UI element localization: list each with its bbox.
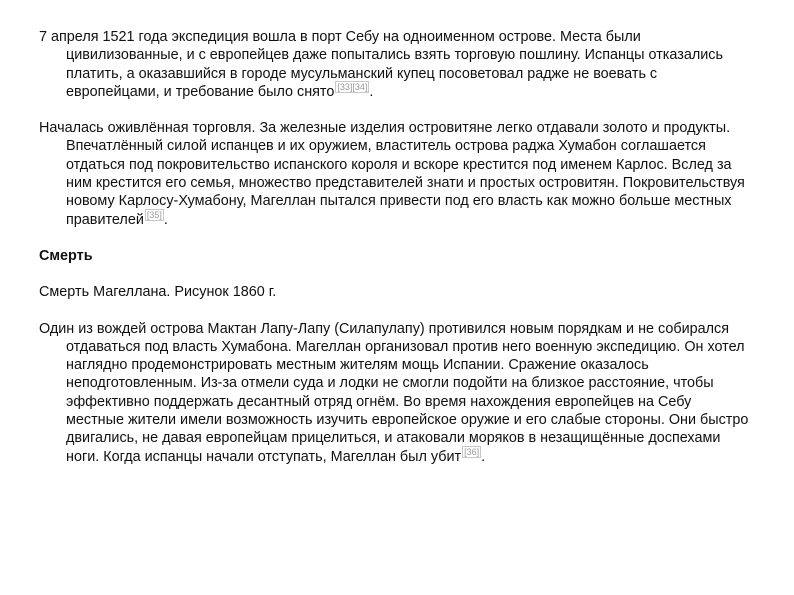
document-body: [39, 28, 749, 484]
paragraph-end: .: [481, 448, 486, 465]
paragraph-text: 7 апреля 1521 года экспедиция вошла в порт Себу на одноименном острове. Места были цивилизованные, и с европейцев даже попытались взять торговую пошлину. Испанцы отказались платить, а оказавшийся в городе мусульманский купец посоветовал радже не воевать с европейцами, и требование было снято: [39, 29, 723, 100]
paragraph-end: .: [163, 211, 168, 228]
section-heading-death: Смерть: [39, 247, 93, 264]
paragraph-mactan-battle: [39, 320, 749, 466]
paragraph-cebu-arrival: [39, 28, 749, 101]
footnote-ref-36[interactable]: [36]: [464, 446, 480, 457]
image-caption: Смерть Магеллана. Рисунок 1860 г.: [39, 284, 277, 301]
paragraph-text: Один из вождей острова Мактан Лапу-Лапу (Силапулапу) противился новым порядкам и не собирался отдаваться под власть Хумабона. Магеллан организовал против него военную экспедицию. Он хотел наглядно продемонстрировать местным жителям мощь Испании. Сражение оказалось неподготовленным. Из-за отмели суда и лодки не смогли подойти на близкое расстояние, чтобы эффективно поддержать десантный отряд огнём. Во время нахождения европейцев на Себу местные жители имели возможность изучить европейское оружие и его слабые стороны. Они быстро двигались, не давая европейцам прицелиться, и атаковали моряков в незащищённые доспехами ноги. Когда испанцы начали отступать, Магеллан был убит: [39, 320, 749, 465]
paragraph-text: Началась оживлённая торговля. За железные изделия островитяне легко отдавали золото и продукты. Впечатлённый силой испанцев и их оружием, властитель острова раджа Хумабон соглашается отдаться под покровительство испанского короля и вскоре крестится под именем Карлос. Вслед за ним крестится его семья, множество представителей знати и простых островитян. Покровительствуя новому Карлосу-Хумабону, Магеллан пытался привести под его власть как можно больше местных правителей: [39, 120, 745, 228]
footnote-ref-33-34[interactable]: [33][34]: [337, 82, 368, 93]
paragraph-end: .: [369, 83, 374, 100]
paragraph-trade: [39, 119, 749, 229]
footnote-ref-35[interactable]: [35]: [146, 209, 162, 220]
